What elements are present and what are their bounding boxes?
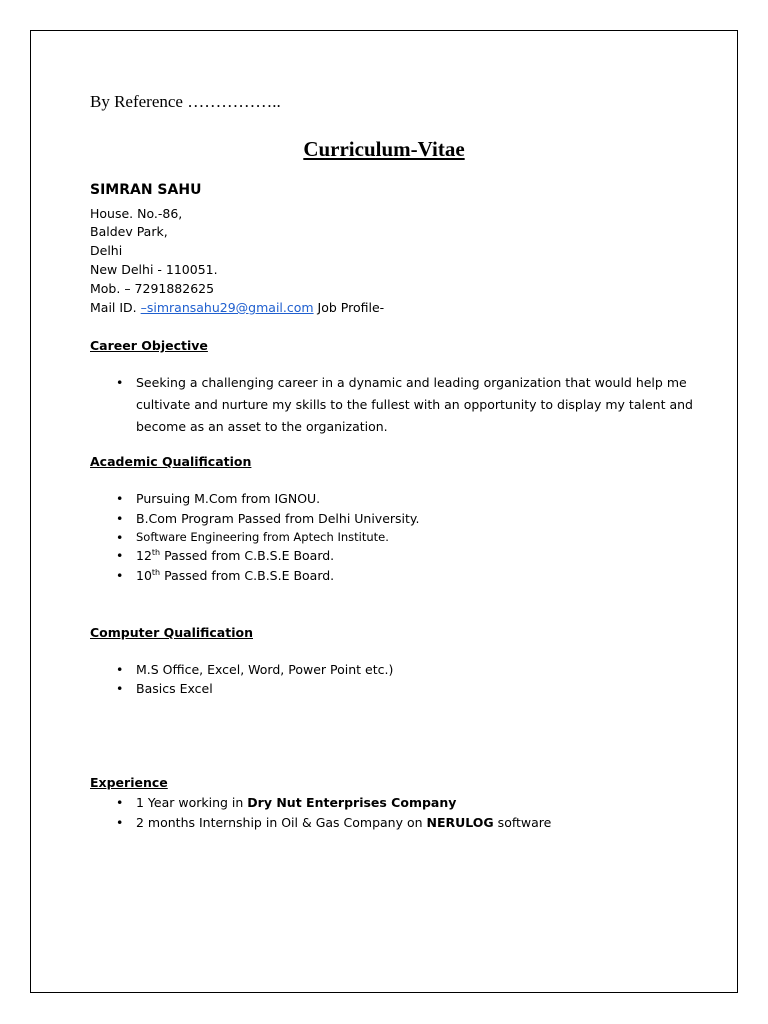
bullet-icon: •	[116, 662, 124, 677]
computer-item: Basics Excel	[136, 681, 213, 696]
bullet-icon: •	[116, 530, 124, 545]
bullet-icon: •	[116, 491, 124, 506]
bullet-icon: •	[116, 795, 124, 810]
grade-number: 12	[136, 548, 152, 563]
academic-item-text: Passed from C.B.S.E Board.	[160, 548, 335, 563]
address-house: House. No.-86,	[90, 206, 183, 221]
bullet-icon: •	[116, 681, 124, 696]
address-area: Baldev Park,	[90, 224, 168, 239]
software-name: NERULOG	[426, 815, 494, 830]
experience-text: 1 Year working in	[136, 795, 248, 810]
document-title: Curriculum-Vitae	[303, 137, 465, 161]
mail-line	[90, 300, 384, 315]
address-city: Delhi	[90, 243, 123, 258]
bullet-icon: •	[116, 375, 124, 390]
bullet-icon: •	[116, 511, 124, 526]
academic-item: Software Engineering from Aptech Institute.	[136, 530, 389, 544]
experience-text: software	[493, 815, 552, 830]
mail-label: Mail ID.	[90, 300, 141, 315]
academic-qualification-heading: Academic Qualification	[90, 454, 252, 469]
company-name: Dry Nut Enterprises Company	[247, 795, 457, 810]
academic-item	[136, 568, 334, 583]
experience-heading: Experience	[90, 775, 168, 790]
career-objective-heading: Career Objective	[90, 338, 208, 353]
ordinal-suffix: th	[151, 547, 161, 557]
career-objective-text: Seeking a challenging career in a dynamic and leading organization that would help me cultivate and nurture my skills to the fullest with an opportunity to display my talent and become as an asset to the organization.	[136, 375, 693, 434]
bullet-icon: •	[116, 548, 124, 563]
academic-item: Pursuing M.Com from IGNOU.	[136, 491, 321, 506]
mobile-number: Mob. – 7291882625	[90, 281, 215, 296]
bullet-icon: •	[116, 815, 124, 830]
computer-qualification-heading: Computer Qualification	[90, 625, 253, 640]
candidate-name: SIMRAN SAHU	[90, 182, 202, 198]
academic-item-text: Passed from C.B.S.E Board.	[160, 568, 335, 583]
experience-text: 2 months Internship in Oil & Gas Company on	[136, 815, 427, 830]
academic-item: B.Com Program Passed from Delhi University.	[136, 511, 420, 526]
email-link[interactable]: –simransahu29@gmail.com	[140, 300, 314, 315]
academic-item	[136, 548, 334, 563]
grade-number: 10	[136, 568, 152, 583]
ordinal-suffix: th	[151, 567, 161, 577]
address-pincode: New Delhi - 110051.	[90, 262, 218, 277]
list-item	[116, 372, 696, 438]
experience-item	[136, 815, 551, 830]
job-profile-label: Job Profile-	[313, 300, 385, 315]
bullet-icon: •	[116, 568, 124, 583]
experience-item	[136, 795, 456, 810]
computer-item: M.S Office, Excel, Word, Power Point etc.)	[136, 662, 394, 677]
reference-line: By Reference ……………..	[90, 92, 281, 111]
